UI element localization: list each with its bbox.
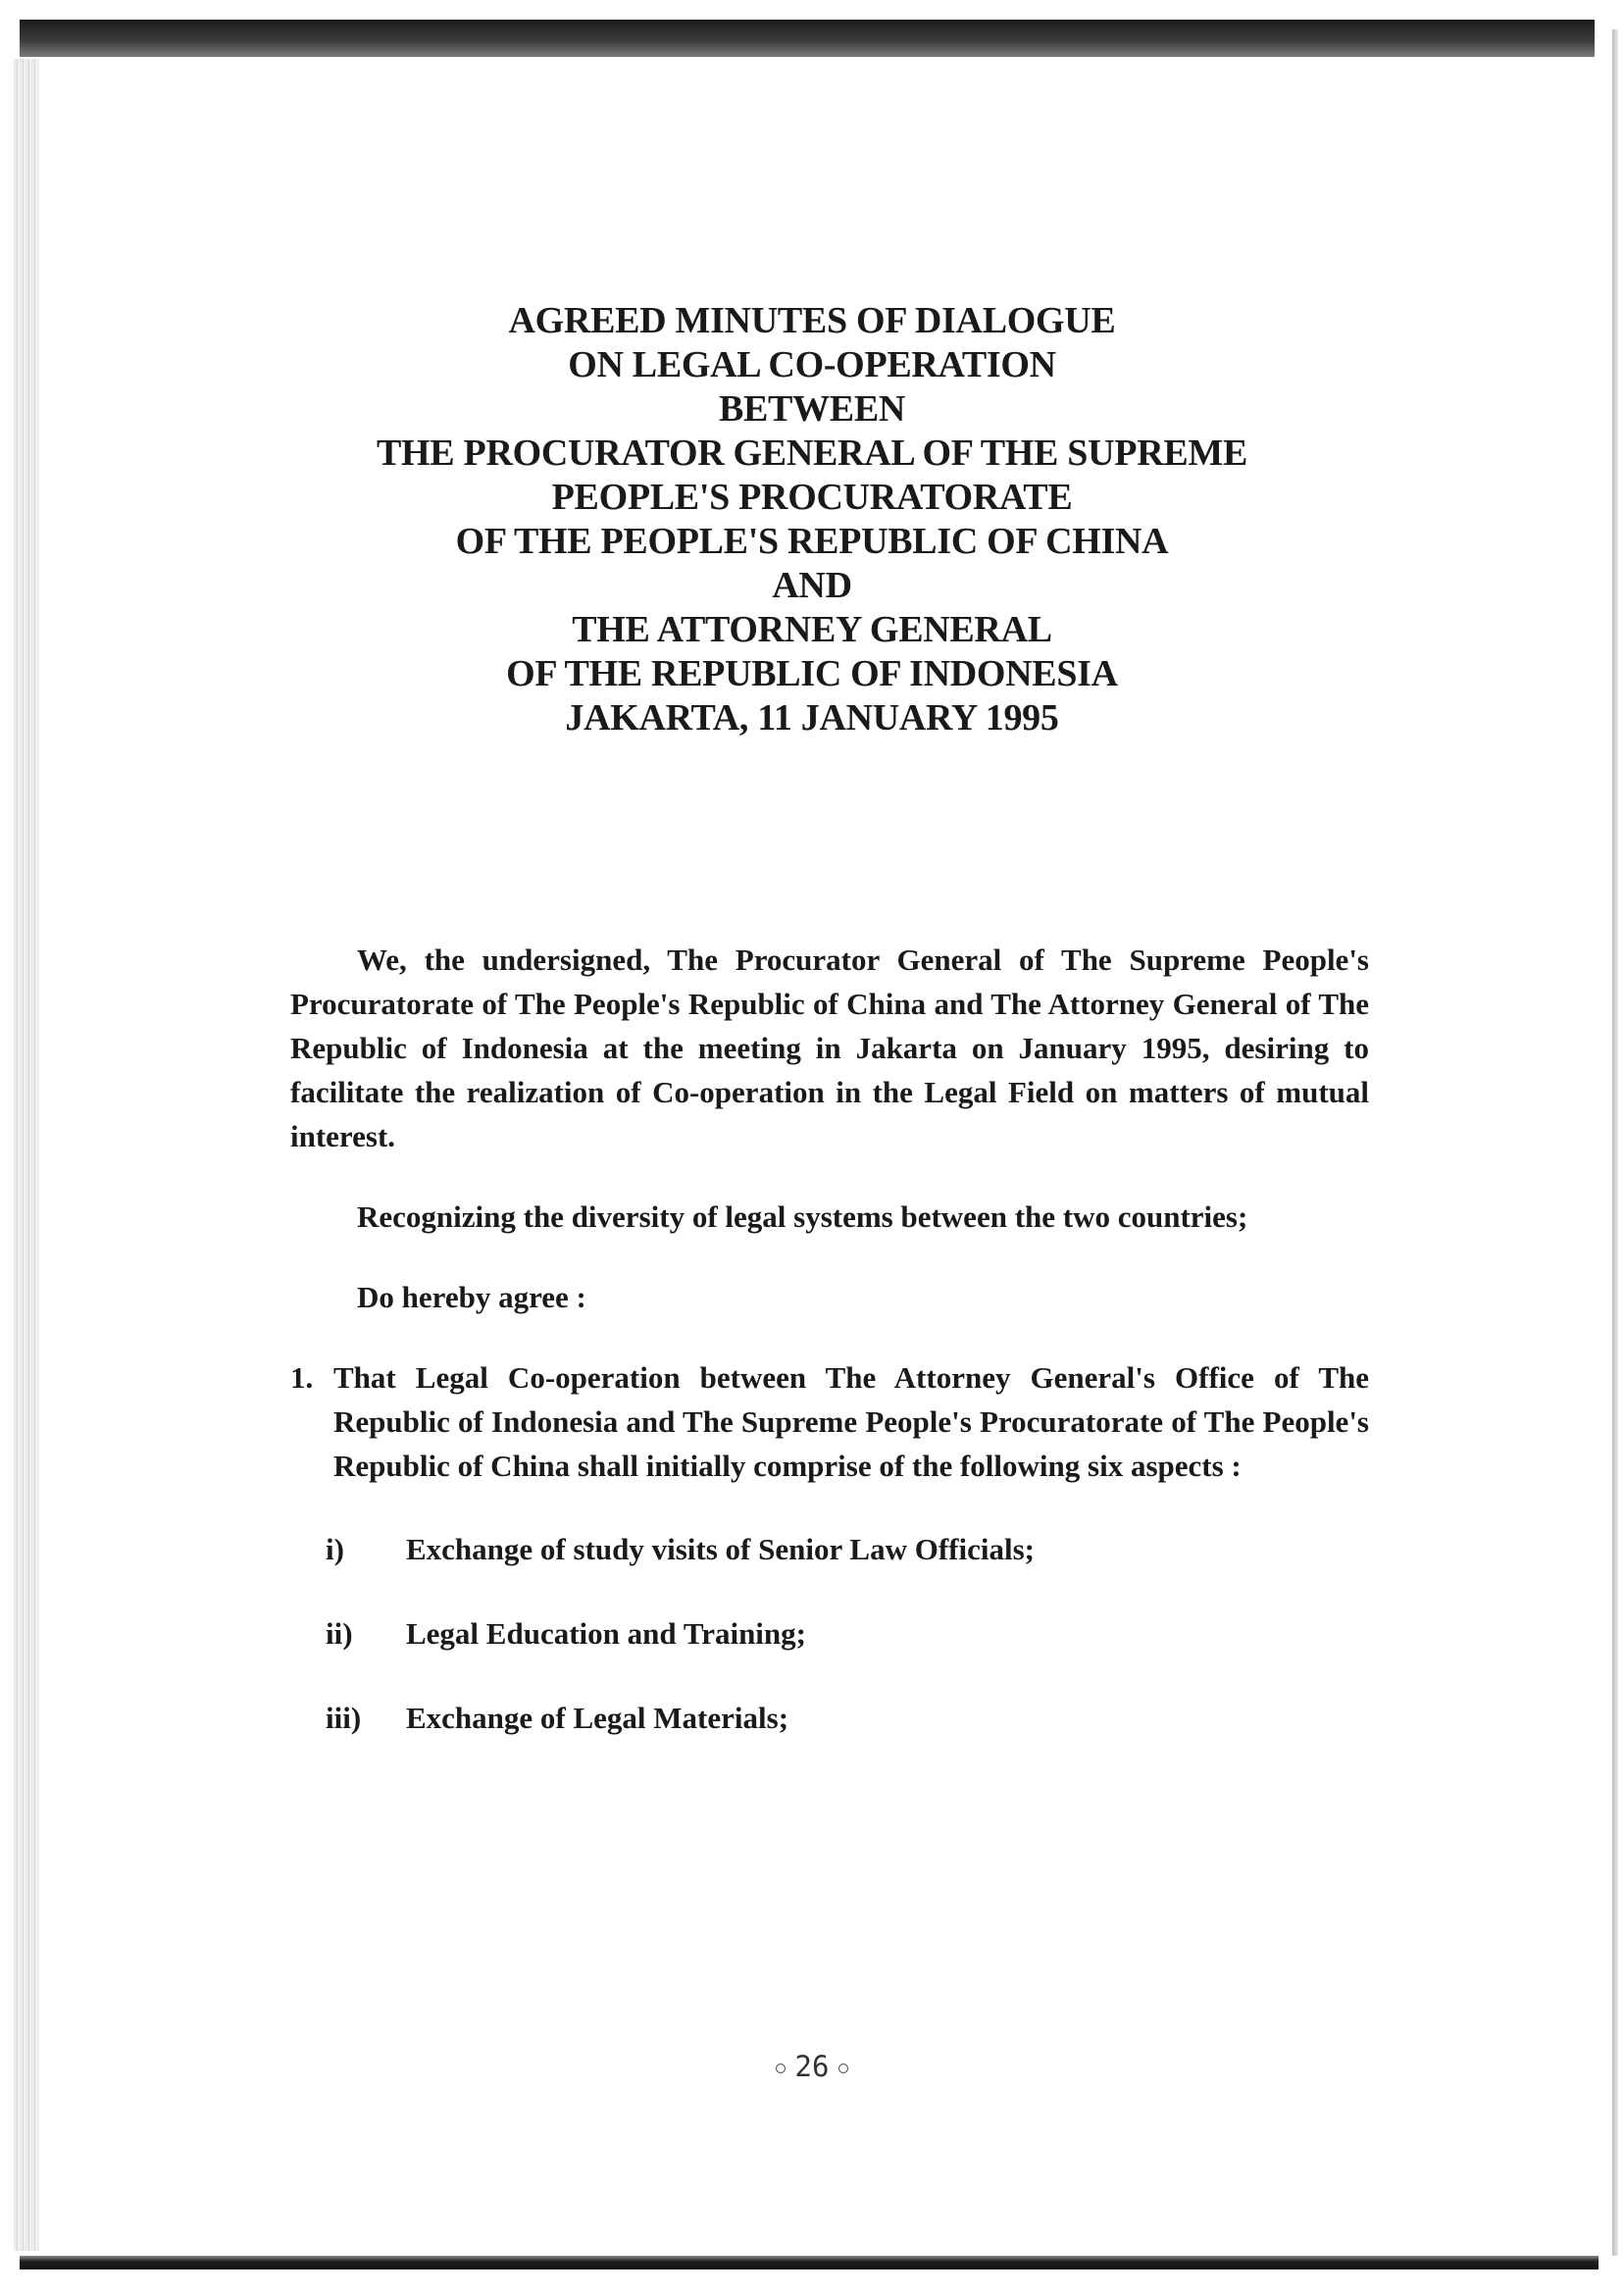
document-title bbox=[0, 299, 1624, 740]
list-numeral: i) bbox=[326, 1532, 344, 1566]
page-number-value: 26 bbox=[794, 2050, 830, 2083]
list-item-text: Legal Education and Training; bbox=[406, 1616, 806, 1651]
recognizing-paragraph: Recognizing the diversity of legal systems between the two countries; bbox=[357, 1199, 1248, 1234]
title-line: AND bbox=[772, 565, 852, 606]
title-line: BETWEEN bbox=[718, 388, 906, 430]
title-line: AGREED MINUTES OF DIALOGUE bbox=[508, 300, 1116, 341]
scan-top-edge bbox=[20, 20, 1595, 57]
title-line: PEOPLE'S PROCURATORATE bbox=[551, 477, 1073, 518]
list-numeral: iii) bbox=[326, 1701, 362, 1735]
bullet-icon bbox=[776, 2064, 786, 2073]
list-numeral: ii) bbox=[326, 1616, 353, 1651]
title-line: OF THE REPUBLIC OF INDONESIA bbox=[506, 653, 1118, 694]
title-line: ON LEGAL CO-OPERATION bbox=[568, 344, 1056, 385]
title-line: THE ATTORNEY GENERAL bbox=[572, 609, 1052, 650]
list-item bbox=[290, 1696, 1369, 1740]
title-line: THE PROCURATOR GENERAL OF THE SUPREME bbox=[376, 433, 1247, 474]
list-item-text: Exchange of Legal Materials; bbox=[406, 1701, 789, 1735]
clause-number: 1. bbox=[290, 1360, 314, 1395]
agree-paragraph: Do hereby agree : bbox=[357, 1280, 586, 1314]
intro-paragraph: We, the undersigned, The Procurator General of The Supreme People's Procuratorate of The People's Republic of China and The Attorney General of The Republic of Indonesia at the meeting in Jakarta on January 1995, desiring to facilitate the realization of Co-operation in the Legal Field on matters of mutual interest. bbox=[290, 943, 1369, 1153]
list-item-text: Exchange of study visits of Senior Law Officials; bbox=[406, 1532, 1035, 1566]
title-line: JAKARTA, 11 JANUARY 1995 bbox=[565, 697, 1059, 739]
clause-1 bbox=[290, 1355, 1369, 1488]
list-item bbox=[290, 1611, 1369, 1656]
list-item bbox=[290, 1527, 1369, 1571]
aspects-list bbox=[290, 1527, 1369, 1740]
bullet-icon bbox=[838, 2064, 848, 2073]
page-number bbox=[0, 2050, 1624, 2083]
clause-text: That Legal Co-operation between The Attorney General's Office of The Republic of Indonesia and The Supreme People's Procuratorate of The People's Republic of China shall initially comprise of the following six aspects : bbox=[333, 1360, 1369, 1483]
title-line: OF THE PEOPLE'S REPUBLIC OF CHINA bbox=[455, 521, 1169, 562]
document-body bbox=[290, 938, 1369, 1780]
scan-bottom-edge bbox=[20, 2256, 1599, 2269]
